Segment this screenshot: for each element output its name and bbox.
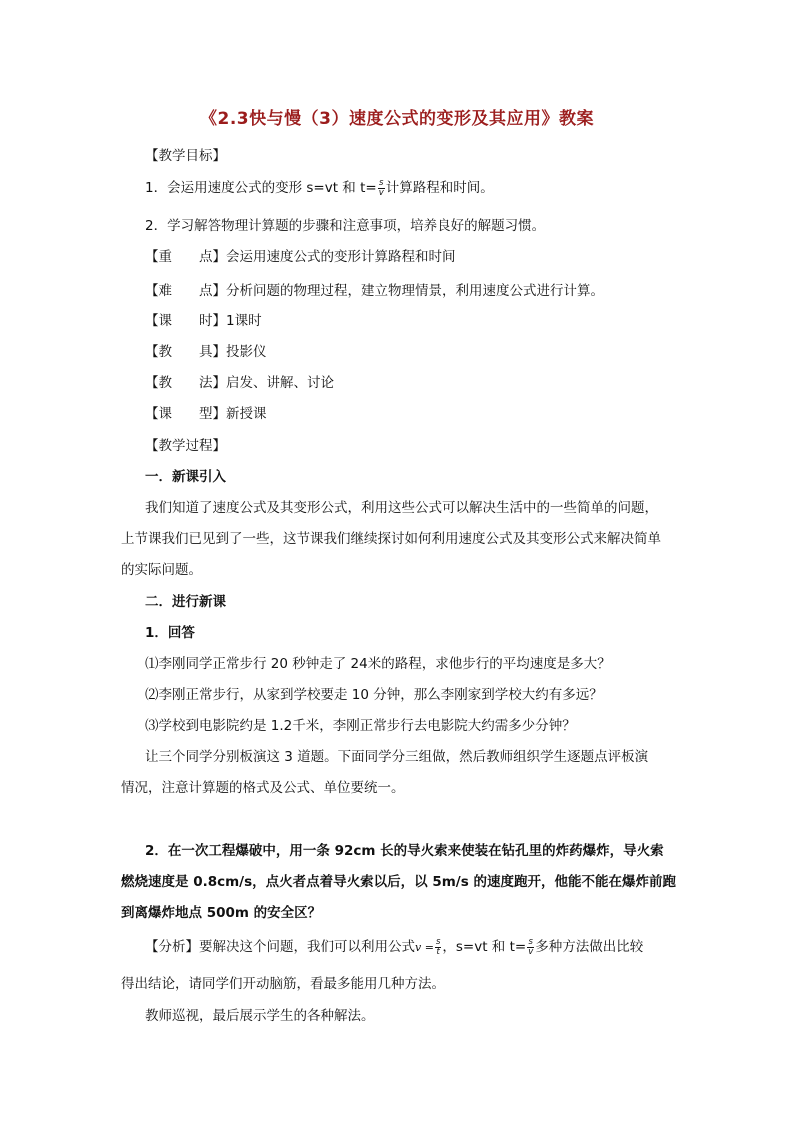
- class-hours: [145, 311, 262, 331]
- section-1-heading: 一．新课引入: [145, 469, 226, 485]
- practice-paragraph-line-1: 让三个同学分别板演这 3 道题。下面同学分三组做，然后教师组织学生逐题点评板演: [145, 749, 649, 765]
- problem-2-line-3: 到离爆炸地点 500m 的安全区？: [121, 905, 322, 921]
- teaching-methods: [145, 373, 334, 393]
- practice-paragraph-line-2: 情况，注意计算题的格式及公式、单位要统一。: [121, 780, 405, 796]
- fraction-s-over-t: [435, 938, 441, 957]
- analysis-line-1: [145, 937, 643, 958]
- difficulty-text: 分析问题的物理过程，建立物理情景，利用速度公式进行计算。: [226, 283, 604, 299]
- teaching-tools-text: 投影仪: [226, 344, 267, 360]
- objective-1-tail: 计算路程和时间。: [385, 180, 494, 196]
- class-hours-text: 1课时: [226, 313, 262, 329]
- fraction-numerator: s: [379, 177, 384, 188]
- lesson-type-label: 【课 型】: [145, 406, 226, 422]
- fraction-s-over-v: [378, 179, 385, 198]
- fraction-numerator: s: [528, 936, 533, 947]
- difficulty-label: 【难 点】: [145, 283, 226, 299]
- fraction-numerator: s: [435, 936, 441, 947]
- class-hours-label: 【课 时】: [145, 313, 226, 329]
- lesson-type-text: 新授课: [226, 406, 267, 422]
- teaching-methods-label: 【教 法】: [145, 375, 226, 391]
- problem-2-line-1: 2．在一次工程爆破中，用一条 92cm 长的导火索来使装在钻孔里的炸药爆炸，导火索: [145, 843, 664, 859]
- analysis-line-2: 得出结论，请同学们开动脑筋，看最多能用几种方法。: [121, 976, 445, 992]
- difficulty: [145, 281, 604, 301]
- teaching-methods-text: 启发、讲解、讨论: [226, 375, 334, 391]
- process-heading: 【教学过程】: [145, 438, 226, 454]
- teacher-line: 教师巡视，最后展示学生的各种解法。: [145, 1008, 375, 1024]
- objective-1-text: 1．会运用速度公式的变形 s=vt 和 t=: [145, 180, 377, 196]
- key-points-text: 会运用速度公式的变形计算路程和时间: [226, 249, 456, 265]
- section-1-paragraph-line-2: 上节课我们已见到了一些，这节课我们继续探讨如何利用速度公式及其变形公式来解决简单: [121, 531, 661, 547]
- objective-2: 2．学习解答物理计算题的步骤和注意事项，培养良好的解题习惯。: [145, 218, 546, 234]
- section-1-paragraph-line-3: 的实际问题。: [121, 562, 202, 578]
- objectives-heading: 【教学目标】: [145, 148, 226, 164]
- fraction-denominator: v: [378, 187, 384, 198]
- section-2-heading: 二．进行新课: [145, 594, 226, 610]
- question-1: ⑴李刚同学正常步行 20 秒钟走了 24米的路程，求他步行的平均速度是多大？: [145, 656, 611, 672]
- key-points-label: 【重 点】: [145, 249, 226, 265]
- teaching-tools: [145, 342, 267, 362]
- problem-2-line-2: 燃烧速度是 0.8cm/s，点火者点着导火索以后，以 5m/s 的速度跑开，他能不能在爆炸前跑: [121, 874, 676, 890]
- lesson-type: [145, 404, 267, 424]
- analysis-text: 【分析】要解决这个问题，我们可以利用公式: [145, 939, 415, 955]
- section-1-paragraph-line-1: 我们知道了速度公式及其变形公式，利用这些公式可以解决生活中的一些简单的问题，: [145, 500, 658, 516]
- velocity-equation: v =: [415, 941, 434, 954]
- question-2: ⑵李刚正常步行，从家到学校要走 10 分钟，那么李刚家到学校大约有多远？: [145, 687, 603, 703]
- fraction-denominator: t: [436, 946, 440, 957]
- analysis-mid-text: ，s=vt 和 t=: [442, 939, 527, 955]
- fraction-denominator: v: [528, 946, 534, 957]
- subsection-1-heading: 1．回答: [145, 625, 195, 641]
- teaching-tools-label: 【教 具】: [145, 344, 226, 360]
- question-3: ⑶学校到电影院约是 1.2千米，李刚正常步行去电影院大约需多少分钟？: [145, 718, 576, 734]
- analysis-tail-text: 多种方法做出比较: [535, 939, 644, 955]
- objective-1: [145, 178, 494, 198]
- fraction-s-over-v: [527, 938, 534, 957]
- key-points: [145, 247, 456, 267]
- page-title: 《2.3快与慢（3）速度公式的变形及其应用》教案: [200, 109, 594, 129]
